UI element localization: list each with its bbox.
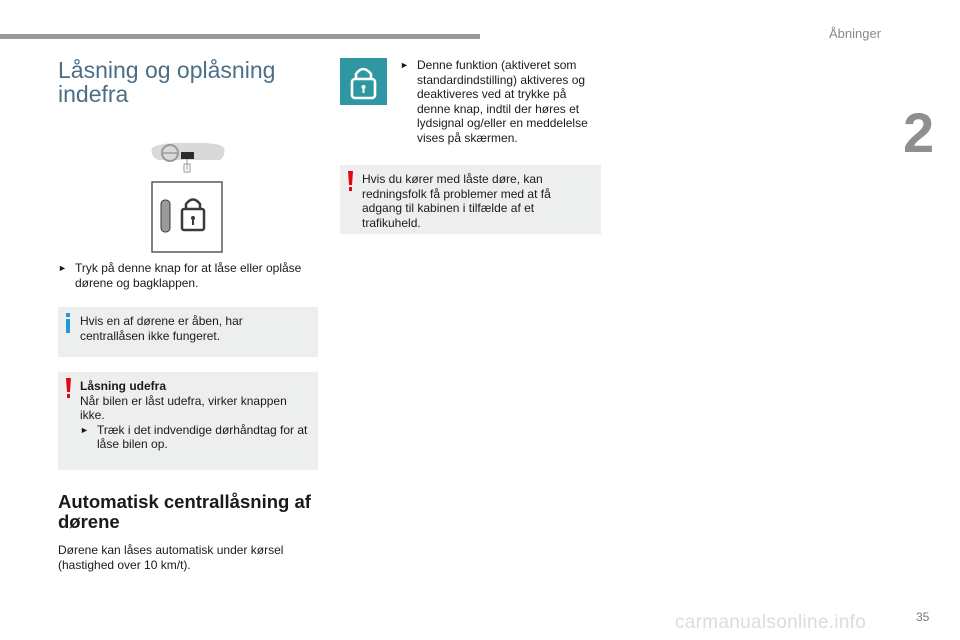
exclamation-icon xyxy=(65,378,73,398)
exclamation-icon xyxy=(347,171,355,191)
arrow-bullet-icon: ► xyxy=(80,424,89,435)
instruction-text: Tryk på denne knap for at låse eller oplåse dørene og bagklappen. xyxy=(75,261,302,290)
padlock-icon xyxy=(340,58,387,105)
warning-heading: Låsning udefra xyxy=(80,379,167,393)
warning-text: Når bilen er låst udefra, virker knappen ikke. xyxy=(80,393,287,422)
section-title: Automatisk centrallåsning af dørene xyxy=(58,491,311,532)
info-note xyxy=(58,307,318,357)
chapter-title: Åbninger xyxy=(829,26,882,41)
page-number: 35 xyxy=(916,610,930,624)
header-rule xyxy=(0,34,480,39)
section-text: Dørene kan låses automatisk under kørsel (hastighed over 10 km/t). xyxy=(58,543,284,572)
arrow-bullet-icon: ► xyxy=(400,60,409,70)
warning-bullet-text: Træk i det indvendige dørhåndtag for at låse bilen op. xyxy=(97,422,308,451)
info-note-text: Hvis en af dørene er åben, har centrallåsen ikke fungeret. xyxy=(80,314,243,343)
instruction-auto-lock xyxy=(400,58,600,145)
info-icon xyxy=(65,313,73,333)
chapter-number: 2 xyxy=(903,101,935,164)
warning-bullet xyxy=(80,423,310,452)
watermark: carmanualsonline.info xyxy=(675,612,867,633)
arrow-bullet-icon: ► xyxy=(58,263,67,273)
instruction-auto-lock-text: Denne funktion (aktiveret som standardindstilling) aktiveres og deaktiveres ved at trykke på denne knap, indtil der høres et lydsignal og/eller en meddelelse vises på skærmen. xyxy=(417,58,588,145)
warning-note-2-text: Hvis du kører med låste døre, kan redningsfolk få problemer med at få adgang til kabinen i tilfælde af et trafikuheld. xyxy=(362,172,551,230)
page-title: Låsning og oplåsning indefra xyxy=(58,57,276,107)
dashboard-illustration xyxy=(150,140,230,255)
warning-note-1 xyxy=(58,372,318,470)
warning-note-2 xyxy=(340,165,601,234)
instruction-lock-button xyxy=(58,261,320,290)
